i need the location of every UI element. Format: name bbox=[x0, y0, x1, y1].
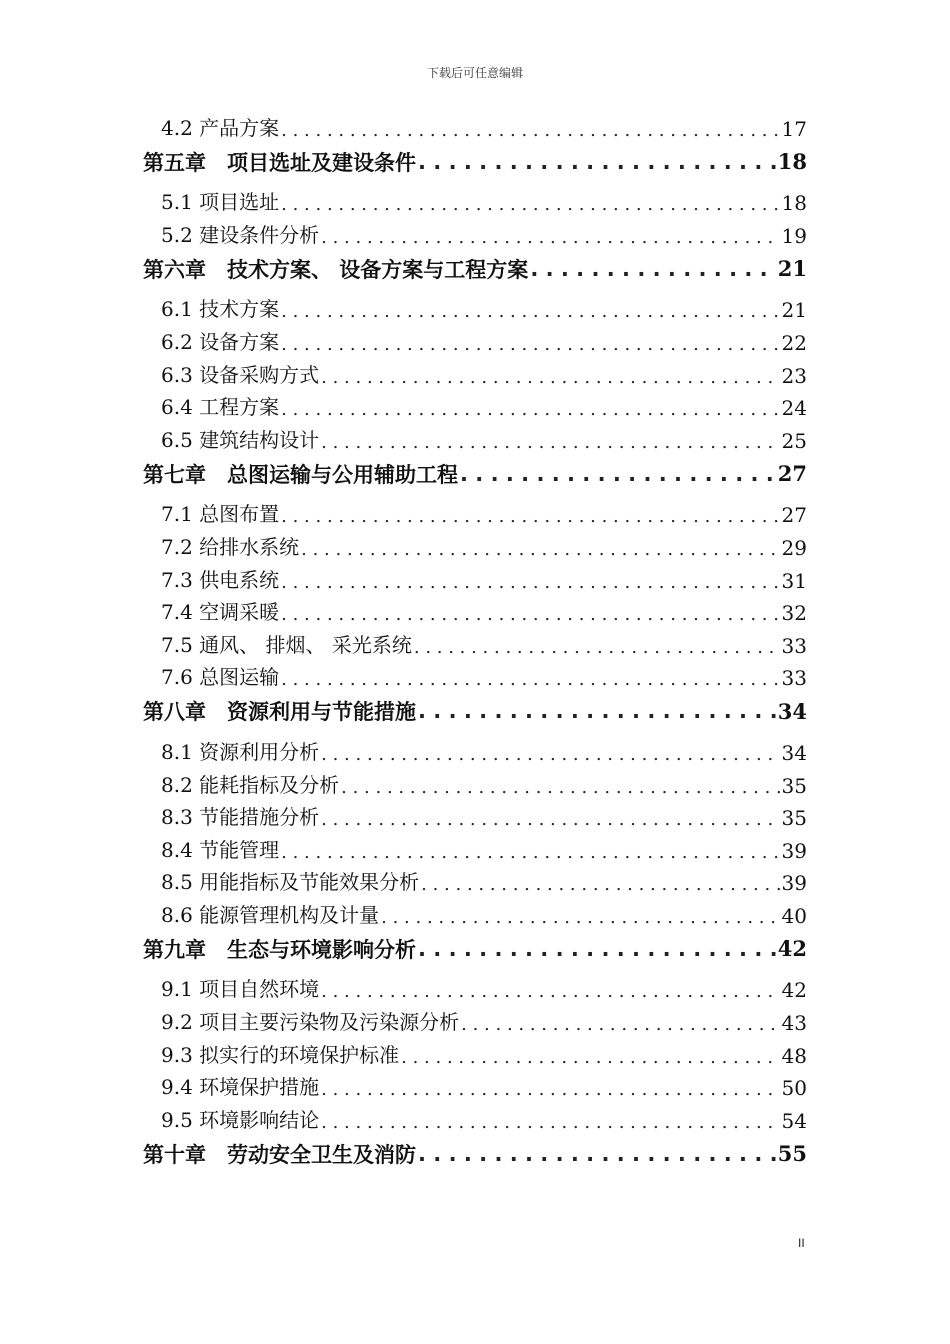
toc-page-number: 23 bbox=[781, 363, 807, 388]
toc-page-number: 18 bbox=[781, 191, 807, 216]
toc-entry-title: 第六章 技术方案、 设备方案与工程方案 bbox=[143, 257, 529, 282]
toc-section-entry[interactable] bbox=[143, 355, 807, 388]
dot-leader bbox=[281, 194, 779, 215]
dot-leader bbox=[281, 334, 779, 355]
toc-entry-title: 8.5 用能指标及节能效果分析 bbox=[161, 870, 420, 895]
toc-entry-title: 9.2 项目主要污染物及污染源分析 bbox=[161, 1010, 460, 1035]
toc-page-number: 39 bbox=[781, 838, 807, 863]
toc-section-entry[interactable] bbox=[143, 527, 807, 560]
toc-page-number: 29 bbox=[781, 535, 807, 560]
toc-chapter-entry[interactable] bbox=[143, 248, 807, 290]
dot-leader bbox=[321, 1112, 779, 1133]
toc-entry-title: 8.2 能耗指标及分析 bbox=[161, 772, 340, 797]
toc-entry-title: 7.4 空调采暖 bbox=[161, 600, 280, 625]
toc-section-entry[interactable] bbox=[143, 765, 807, 798]
toc-entry-title: 第八章 资源利用与节能措施 bbox=[143, 700, 416, 725]
dot-leader bbox=[301, 539, 779, 560]
dot-leader bbox=[281, 669, 779, 690]
dot-leader bbox=[321, 981, 779, 1002]
dot-leader bbox=[418, 699, 776, 723]
toc-entry-title: 7.6 总图运输 bbox=[161, 665, 280, 690]
toc-page-number: 31 bbox=[781, 568, 807, 593]
dot-leader bbox=[281, 399, 779, 420]
toc-entry-title: 6.1 技术方案 bbox=[161, 297, 280, 322]
toc-entry-title: 6.5 建筑结构设计 bbox=[161, 427, 320, 452]
toc-page-number: 34 bbox=[777, 698, 807, 724]
toc-section-entry[interactable] bbox=[143, 420, 807, 453]
toc-entry-title: 第十章 劳动安全卫生及消防 bbox=[143, 1142, 416, 1167]
toc-entry-title: 7.3 供电系统 bbox=[161, 567, 280, 592]
toc-page-number: 33 bbox=[781, 633, 807, 658]
toc-section-entry[interactable] bbox=[143, 798, 807, 831]
toc-entry-title: 6.3 设备采购方式 bbox=[161, 362, 320, 387]
toc-entry-title: 9.1 项目自然环境 bbox=[161, 977, 320, 1002]
toc-entry-title: 6.4 工程方案 bbox=[161, 395, 280, 420]
dot-leader bbox=[321, 432, 779, 453]
toc-chapter-entry[interactable] bbox=[143, 1133, 807, 1175]
toc-chapter-entry[interactable] bbox=[143, 453, 807, 495]
dot-leader bbox=[321, 227, 779, 248]
dot-leader bbox=[281, 506, 779, 527]
dot-leader bbox=[381, 907, 779, 928]
page-number: II bbox=[798, 1236, 805, 1250]
dot-leader bbox=[530, 257, 775, 281]
toc-page-number: 55 bbox=[777, 1141, 807, 1167]
toc-page-number: 17 bbox=[781, 116, 807, 141]
toc-section-entry[interactable] bbox=[143, 183, 807, 216]
dot-leader bbox=[401, 1047, 779, 1068]
toc-section-entry[interactable] bbox=[143, 1002, 807, 1035]
dot-leader bbox=[281, 120, 779, 141]
toc-chapter-entry[interactable] bbox=[143, 141, 807, 183]
toc-entry-title: 9.5 环境影响结论 bbox=[161, 1107, 320, 1132]
dot-leader bbox=[418, 937, 776, 961]
dot-leader bbox=[321, 1079, 779, 1100]
dot-leader bbox=[321, 367, 779, 388]
toc-page-number: 40 bbox=[781, 903, 807, 928]
dot-leader bbox=[281, 301, 779, 322]
dot-leader bbox=[418, 150, 776, 174]
toc-section-entry[interactable] bbox=[143, 388, 807, 421]
toc-entry-title: 8.4 节能管理 bbox=[161, 837, 280, 862]
toc-section-entry[interactable] bbox=[143, 290, 807, 323]
dot-leader bbox=[421, 874, 779, 895]
toc-entry-title: 第七章 总图运输与公用辅助工程 bbox=[143, 462, 458, 487]
dot-leader bbox=[418, 1142, 776, 1166]
dot-leader bbox=[281, 572, 779, 593]
table-of-contents bbox=[143, 108, 807, 1175]
toc-entry-title: 8.1 资源利用分析 bbox=[161, 739, 320, 764]
toc-page-number: 19 bbox=[781, 223, 807, 248]
toc-page-number: 48 bbox=[781, 1043, 807, 1068]
dot-leader bbox=[281, 604, 779, 625]
toc-section-entry[interactable] bbox=[143, 863, 807, 896]
toc-entry-title: 4.2 产品方案 bbox=[161, 115, 280, 140]
dot-leader bbox=[281, 842, 779, 863]
page-header: 下载后可任意编辑 bbox=[426, 66, 523, 80]
toc-entry-title: 7.1 总图布置 bbox=[161, 502, 280, 527]
dot-leader bbox=[460, 462, 776, 486]
toc-page-number: 42 bbox=[781, 978, 807, 1003]
toc-section-entry[interactable] bbox=[143, 108, 807, 141]
toc-section-entry[interactable] bbox=[143, 322, 807, 355]
toc-chapter-entry[interactable] bbox=[143, 690, 807, 732]
dot-leader bbox=[321, 744, 779, 765]
toc-page-number: 35 bbox=[781, 806, 807, 831]
toc-section-entry[interactable] bbox=[143, 560, 807, 593]
toc-section-entry[interactable] bbox=[143, 830, 807, 863]
toc-section-entry[interactable] bbox=[143, 1035, 807, 1068]
toc-section-entry[interactable] bbox=[143, 658, 807, 691]
toc-entry-title: 6.2 设备方案 bbox=[161, 329, 280, 354]
toc-page-number: 54 bbox=[781, 1108, 807, 1133]
toc-entry-title: 7.2 给排水系统 bbox=[161, 534, 300, 559]
toc-entry-title: 5.1 项目选址 bbox=[161, 190, 280, 215]
toc-page-number: 43 bbox=[781, 1011, 807, 1036]
toc-entry-title: 第五章 项目选址及建设条件 bbox=[143, 150, 416, 175]
toc-page-number: 22 bbox=[781, 330, 807, 355]
toc-section-entry[interactable] bbox=[143, 625, 807, 658]
toc-section-entry[interactable] bbox=[143, 895, 807, 928]
toc-entry-title: 9.4 环境保护措施 bbox=[161, 1075, 320, 1100]
toc-entry-title: 8.3 节能措施分析 bbox=[161, 805, 320, 830]
toc-page-number: 18 bbox=[777, 149, 807, 175]
toc-page-number: 27 bbox=[781, 503, 807, 528]
toc-entry-title: 8.6 能源管理机构及计量 bbox=[161, 902, 380, 927]
toc-section-entry[interactable] bbox=[143, 1068, 807, 1101]
dot-leader bbox=[414, 637, 780, 658]
toc-section-entry[interactable] bbox=[143, 495, 807, 528]
toc-page-number: 34 bbox=[781, 740, 807, 765]
toc-section-entry[interactable] bbox=[143, 970, 807, 1003]
toc-page-number: 27 bbox=[777, 461, 807, 487]
toc-page-number: 42 bbox=[777, 936, 807, 962]
toc-page-number: 24 bbox=[781, 396, 807, 421]
toc-chapter-entry[interactable] bbox=[143, 928, 807, 970]
dot-leader bbox=[461, 1014, 779, 1035]
toc-page-number: 35 bbox=[781, 773, 807, 798]
dot-leader bbox=[321, 809, 779, 830]
toc-section-entry[interactable] bbox=[143, 593, 807, 626]
toc-page-number: 33 bbox=[781, 666, 807, 691]
toc-page-number: 32 bbox=[781, 601, 807, 626]
toc-entry-title: 5.2 建设条件分析 bbox=[161, 222, 320, 247]
toc-entry-title: 7.5 通风、 排烟、 采光系统 bbox=[161, 632, 412, 657]
toc-entry-title: 第九章 生态与环境影响分析 bbox=[143, 937, 416, 962]
toc-entry-title: 9.3 拟实行的环境保护标准 bbox=[161, 1042, 400, 1067]
toc-page-number: 25 bbox=[781, 428, 807, 453]
toc-page-number: 21 bbox=[777, 256, 807, 282]
toc-section-entry[interactable] bbox=[143, 1100, 807, 1133]
toc-page-number: 21 bbox=[781, 298, 807, 323]
toc-page-number: 39 bbox=[781, 871, 807, 896]
dot-leader bbox=[341, 777, 779, 798]
toc-section-entry[interactable] bbox=[143, 732, 807, 765]
toc-section-entry[interactable] bbox=[143, 215, 807, 248]
toc-page-number: 50 bbox=[781, 1076, 807, 1101]
